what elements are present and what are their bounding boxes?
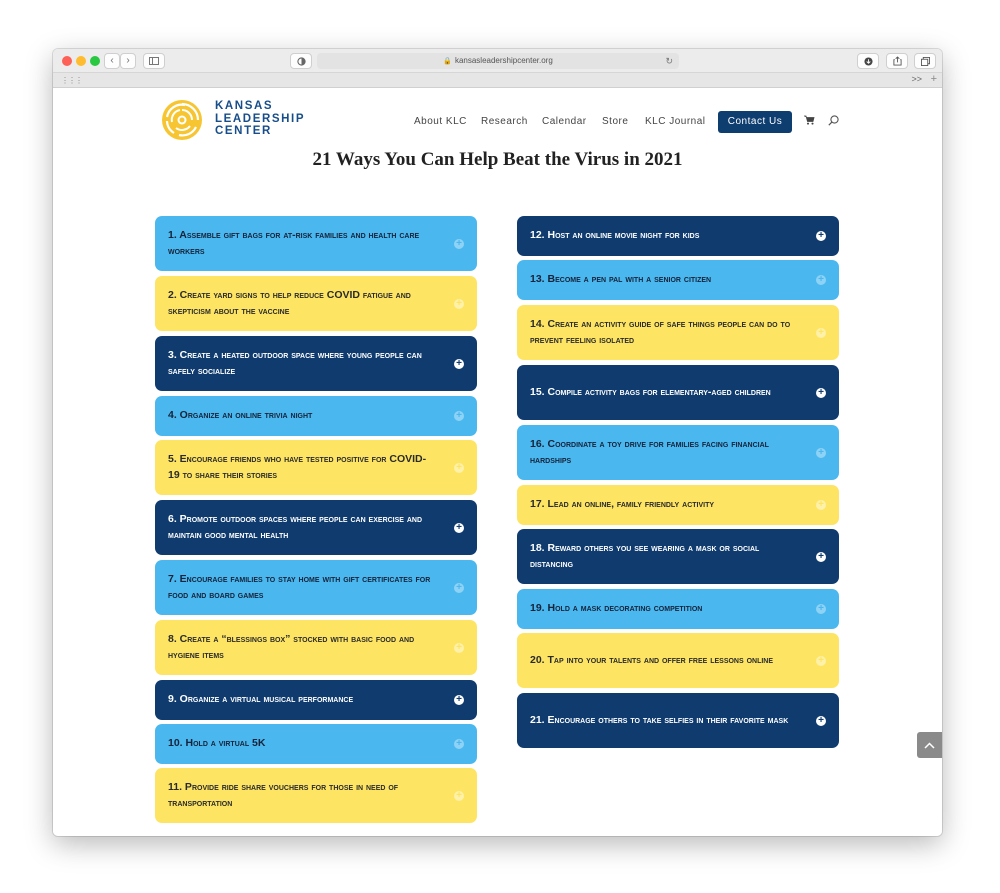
accordion-item[interactable] — [155, 620, 477, 675]
tabs-overview-button[interactable] — [914, 53, 936, 69]
accordion-item-label: 11. Provide ride share vouchers for those in need of transportation — [168, 781, 399, 809]
nav-klc-journal[interactable]: KLC Journal — [645, 116, 706, 127]
accordion-item-label: 12. Host an online movie night for kids — [530, 229, 700, 242]
downloads-button[interactable] — [857, 53, 879, 69]
accordion-item-label: 15. Compile activity bags for elementary-aged children — [530, 385, 771, 398]
accordion-item[interactable] — [155, 680, 477, 720]
plus-circle-icon[interactable]: + — [816, 231, 826, 241]
accordion-item-label: 18. Reward others you see wearing a mask or social distancing — [530, 542, 760, 570]
plus-circle-icon[interactable]: + — [454, 643, 464, 653]
accordion-item-label: 4. Organize an online trivia night — [168, 409, 313, 422]
accordion-item-label: 6. Promote outdoor spaces where people can exercise and maintain good mental health — [168, 513, 423, 541]
plus-circle-icon[interactable]: + — [816, 500, 826, 510]
nav-about-klc[interactable]: About KLC — [414, 116, 467, 127]
tabs-icon — [921, 57, 930, 66]
grid-icon[interactable]: ⋮⋮⋮ — [61, 76, 82, 85]
shield-icon — [297, 57, 306, 66]
accordion-item[interactable] — [517, 365, 839, 420]
cart-icon[interactable] — [804, 115, 815, 125]
accordion-item-label: 10. Hold a virtual 5K — [168, 737, 266, 750]
accordion-item[interactable] — [517, 485, 839, 525]
accordion-item-label: 1. Assemble gift bags for at-risk families and health care workers — [168, 229, 420, 257]
new-tab-button[interactable]: + — [930, 73, 937, 85]
nav-store[interactable]: Store — [602, 116, 629, 127]
plus-circle-icon[interactable]: + — [816, 448, 826, 458]
accordion-item[interactable] — [517, 260, 839, 300]
url-text: kansasleadershipcenter.org — [454, 56, 553, 65]
privacy-report-button[interactable] — [290, 53, 312, 69]
accordion-item-label: 9. Organize a virtual musical performance — [168, 693, 354, 706]
logo-wordmark: KANSAS LEADERSHIP CENTER — [215, 100, 306, 137]
accordion-item-label: 13. Become a pen pal with a senior citizen — [530, 273, 712, 286]
accordion-item-label: 20. Tap into your talents and offer free lessons online — [530, 653, 774, 666]
browser-titlebar — [53, 49, 942, 73]
download-icon — [864, 57, 873, 66]
more-tabs-button[interactable]: >> — [911, 74, 922, 84]
page-content — [53, 89, 942, 836]
chevron-up-icon — [924, 742, 935, 749]
search-icon[interactable] — [828, 115, 839, 126]
accordion-item[interactable] — [517, 216, 839, 256]
accordion-item[interactable] — [155, 768, 477, 823]
accordion-item[interactable] — [517, 529, 839, 584]
plus-circle-icon[interactable]: + — [816, 716, 826, 726]
contact-us-button[interactable]: Contact Us — [718, 111, 792, 133]
accordion-item-label: 19. Hold a mask decorating competition — [530, 602, 703, 615]
close-window-button[interactable] — [62, 56, 72, 66]
plus-circle-icon[interactable]: + — [454, 411, 464, 421]
plus-circle-icon[interactable]: + — [454, 739, 464, 749]
address-bar[interactable] — [317, 53, 679, 69]
share-icon — [893, 56, 902, 66]
page-title: 21 Ways You Can Help Beat the Virus in 2021 — [312, 149, 683, 170]
accordion-item-label: 21. Encourage others to take selfies in their favorite mask — [530, 713, 789, 726]
plus-circle-icon[interactable]: + — [454, 463, 464, 473]
accordion-item[interactable] — [517, 693, 839, 748]
accordion-item-label: 7. Encourage families to stay home with gift certificates for food and board games — [168, 573, 431, 601]
accordion-item[interactable] — [155, 724, 477, 764]
accordion-item[interactable] — [155, 396, 477, 436]
accordion-item-label: 5. Encourage friends who have tested positive for COVID-19 to share their stories — [168, 453, 427, 481]
accordion-item-label: 17. Lead an online, family friendly activity — [530, 498, 715, 511]
browser-window — [53, 49, 942, 836]
plus-circle-icon[interactable]: + — [454, 299, 464, 309]
plus-circle-icon[interactable]: + — [816, 656, 826, 666]
klc-logo[interactable] — [161, 99, 311, 141]
plus-circle-icon[interactable]: + — [816, 275, 826, 285]
back-button[interactable]: ‹ — [104, 53, 120, 69]
sidebar-toggle-button[interactable] — [143, 53, 165, 69]
accordion-item[interactable] — [517, 305, 839, 360]
accordion-item-label: 8. Create a “blessings box” stocked with basic food and hygiene items — [168, 633, 415, 661]
reload-icon[interactable]: ↻ — [665, 56, 673, 66]
favorites-bar — [53, 73, 942, 88]
nav-calendar[interactable]: Calendar — [542, 116, 587, 127]
accordion-item[interactable] — [155, 216, 477, 271]
minimize-window-button[interactable] — [76, 56, 86, 66]
plus-circle-icon[interactable]: + — [454, 791, 464, 801]
accordion-item[interactable] — [155, 336, 477, 391]
share-button[interactable] — [886, 53, 908, 69]
accordion-item[interactable] — [155, 560, 477, 615]
plus-circle-icon[interactable]: + — [816, 552, 826, 562]
accordion-item-label: 14. Create an activity guide of safe things people can do to prevent feeling isolated — [530, 318, 791, 346]
accordion-item[interactable] — [517, 633, 839, 688]
accordion-item[interactable] — [517, 425, 839, 480]
plus-circle-icon[interactable]: + — [454, 695, 464, 705]
zoom-window-button[interactable] — [90, 56, 100, 66]
accordion-item-label: 3. Create a heated outdoor space where young people can safely socialize — [168, 349, 422, 377]
sidebar-icon — [149, 57, 159, 65]
plus-circle-icon[interactable]: + — [454, 583, 464, 593]
plus-circle-icon[interactable]: + — [454, 523, 464, 533]
klc-logo-swirl-icon — [161, 99, 203, 141]
accordion-item[interactable] — [155, 440, 477, 495]
plus-circle-icon[interactable]: + — [816, 388, 826, 398]
nav-research[interactable]: Research — [481, 116, 528, 127]
accordion-item[interactable] — [155, 276, 477, 331]
plus-circle-icon[interactable]: + — [454, 239, 464, 249]
plus-circle-icon[interactable]: + — [816, 604, 826, 614]
accordion-item[interactable] — [517, 589, 839, 629]
accordion-item-label: 16. Coordinate a toy drive for families facing financial hardships — [530, 438, 769, 466]
plus-circle-icon[interactable]: + — [454, 359, 464, 369]
accordion-item-label: 2. Create yard signs to help reduce COVID fatigue and skepticism about the vaccine — [168, 289, 411, 317]
accordion-item[interactable] — [155, 500, 477, 555]
forward-button[interactable]: › — [120, 53, 136, 69]
lock-icon: 🔒 — [443, 58, 452, 65]
back-to-top-button[interactable] — [917, 732, 942, 758]
plus-circle-icon[interactable]: + — [816, 328, 826, 338]
